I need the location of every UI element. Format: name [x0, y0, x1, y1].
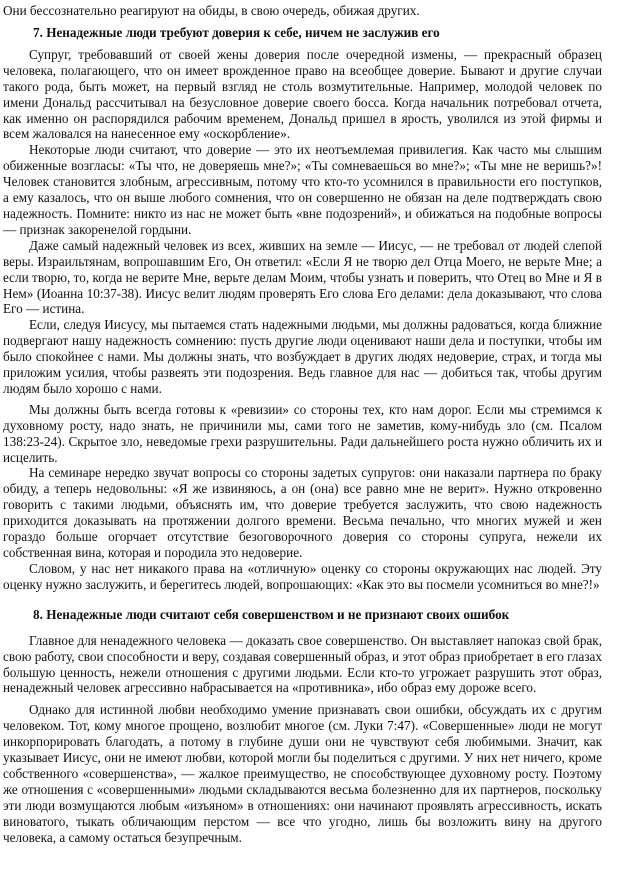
paragraph: Некоторые люди считают, что доверие — это их неотъемлемая привилегия. Как часто мы слышим обиженные возгласы: «Ты что, не доверяешь мне?»; «Ты сомневаешься во мне?»; «Ты мне не веришь?»! Человек становится злобным, агрессивным, потому что кто-то усомнился в правильности его поступков, а ему казалось, что он выше любого сомнения, что он совершенно не обязан на деле подтверждать свою надежность. Помните: никто из нас не может быть «вне подозрений», и обижаться на подобные вопросы — признак закоренелой гордыни. [3, 142, 602, 237]
paragraph: Словом, у нас нет никакого права на «отличную» оценку со стороны окружающих нас людей. Эту оценку нужно заслужить, и берегитесь людей, вопрошающих: «Как это вы посмели усомниться во мне?!» [3, 560, 602, 592]
paragraph: На семинаре нередко звучат вопросы со стороны задетых супругов: они наказали партнера по браку обиду, а теперь недовольны: «Я же извиняюсь, а он (она) все равно мне не верит». Нужно откровенно говорить с такими людьми, объяснять им, что доверие требуется заслужить, что свою надежность приходится доказывать на протяжении долгого времени. Весьма печально, что многих мужей и жен гораздо больше огорчает отсутствие безоговорочного доверия со стороны супруга, нежели их собственная вина, которая и породила это недоверие. [3, 465, 602, 560]
paragraph: Даже самый надежный человек из всех, живших на земле — Иисус, — не требовал от людей слепой веры. Израильтянам, вопрошавшим Его, Он ответил: «Если Я не творю дел Отца Моего, не верьте Мне; а если творю, то, когда не верите Мне, верьте делам Моим, чтобы узнать и поверить, что Отец во Мне и Я в Нем» (Иоанна 10:37-38). Иисус велит людям проверять Его слова Его делами: дела доказывают, что слова Его — истина. [3, 237, 602, 317]
paragraph-intro: Они бессознательно реагируют на обиды, в свою очередь, обижая других. [3, 3, 420, 18]
paragraph: Мы должны быть всегда готовы к «ревизии» со стороны тех, кто нам дорог. Если мы стремимся к духовному росту, надо знать, не причинили мы, сами того не заметив, кому-нибудь зло (см. Псалом 138:23-24). Скрытое зло, неведомые грехи разрушительны. Ради дальнейшего роста нужно обличить их и исцелить. [3, 401, 602, 465]
section-heading-8: 8. Ненадежные люди считают себя совершенством и не признают своих ошибок [33, 606, 510, 622]
paragraph: Главное для ненадежного человека — доказать свое совершенство. Он выставляет напоказ свой брак, свою работу, свои способности и веру, создавая совершенный образ, и этот образ приобретает в его глазах большую ценность, нежели отношения с другими людьми. Если кто-то угрожает разрушить этот образ, ненадежный человек агрессивно набрасывается на «противника», ибо образ ему дороже всего. [3, 632, 602, 696]
paragraph: Если, следуя Иисусу, мы пытаемся стать надежными людьми, мы должны радоваться, когда ближние подвергают нашу надежность сомнению: пусть другие люди оценивают наши дела и поступки, чтобы им было спокойнее с нами. Мы должны знать, что возбуждает в других людях недоверие, страх, и тогда мы приложим усилия, чтобы развеять эти подозрения. Ведь главное для нас — добиться так, чтобы другим людям было хорошо с нами. [3, 317, 602, 396]
paragraph: Однако для истинной любви необходимо умение признавать свои ошибки, обсуждать их с другим человеком. Тот, кому многое прощено, возлюбит многое (см. Луки 7:47). «Совершенные» люди не могут инкорпорировать благодать, а потому в глубине души они не чувствуют себя любимыми. Значит, как указывает Иисус, они не имеют любви, которой могли бы поделиться с другими. У них нет ничего, кроме собственного «совершенства», — жалкое преимущество, не способствующее духовному росту. Поэтому же отношения с «совершенными» людьми складываются весьма болезненно для их партнеров, поскольку эти люди возмущаются любым «изъяном» в отношениях: они начинают проявлять агрессивность, искать виноватого, тыкать обличающим перстом — все что угодно, лишь бы возложить вину на другого человека, а самому остаться безупречным. [3, 702, 602, 845]
paragraph: Супруг, требовавший от своей жены доверия после очередной измены, — прекрасный образец человека, полагающего, что он имеет врожденное право на всеобщее доверие. Бывают и другие случаи такого рода, быть может, на первый взгляд не столь возмутительные. Например, молодой человек по имени Дональд рассчитывал на безусловное доверие своего босса. Когда начальник потребовал отчета, как именно он распорядился рабочим временем, Дональд пришел в ярость, уволился из этой фирмы и всем жаловался на нанесенное ему «оскорбление». [3, 46, 602, 142]
section-heading-7: 7. Ненадежные люди требуют доверия к себе, ничем не заслужив его [33, 24, 440, 40]
